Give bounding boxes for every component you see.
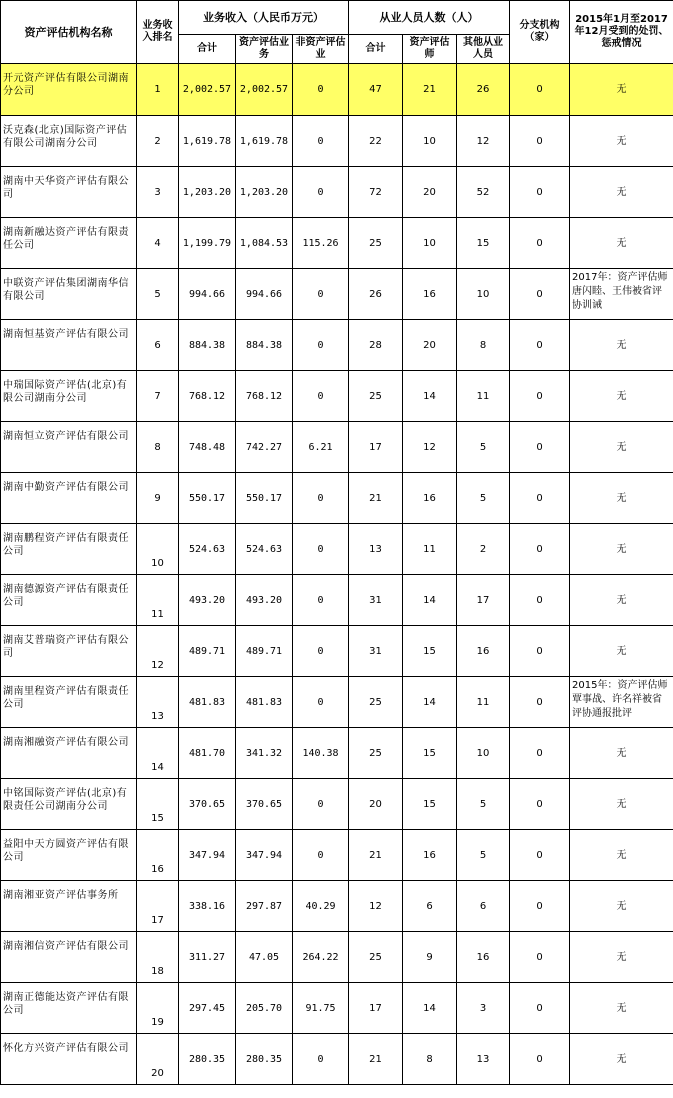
cell-staff-other: 26 <box>457 64 510 116</box>
cell-staff-appraisers: 11 <box>403 524 457 575</box>
cell-revenue-non: 0 <box>293 473 349 524</box>
cell-rank: 3 <box>137 167 179 218</box>
table-row <box>1 64 673 116</box>
cell-staff-other: 11 <box>457 371 510 422</box>
table-row <box>1 524 673 575</box>
cell-revenue-appraisal: 1,084.53 <box>236 218 293 269</box>
cell-staff-other: 5 <box>457 830 510 881</box>
table-row <box>1 473 673 524</box>
cell-branches: 0 <box>510 779 570 830</box>
cell-staff-appraisers: 10 <box>403 116 457 167</box>
cell-revenue-non: 0 <box>293 1034 349 1085</box>
col-header-staff-other: 其他从业人员 <box>457 35 510 64</box>
cell-revenue-appraisal: 489.71 <box>236 626 293 677</box>
col-header-revenue-non: 非资产评估业 <box>293 35 349 64</box>
cell-branches: 0 <box>510 881 570 932</box>
col-header-revenue: 业务收入（人民币万元） <box>179 1 349 35</box>
cell-staff-appraisers: 6 <box>403 881 457 932</box>
cell-staff-other: 3 <box>457 983 510 1034</box>
cell-rank: 9 <box>137 473 179 524</box>
cell-penalties: 无 <box>570 830 673 881</box>
cell-branches: 0 <box>510 116 570 167</box>
cell-staff-total: 28 <box>349 320 403 371</box>
cell-revenue-total: 1,619.78 <box>179 116 236 167</box>
cell-revenue-total: 524.63 <box>179 524 236 575</box>
cell-staff-other: 16 <box>457 626 510 677</box>
cell-revenue-total: 994.66 <box>179 269 236 320</box>
cell-firm-name: 沃克森(北京)国际资产评估有限公司湖南分公司 <box>1 116 137 167</box>
cell-revenue-total: 370.65 <box>179 779 236 830</box>
cell-revenue-non: 0 <box>293 64 349 116</box>
cell-branches: 0 <box>510 677 570 728</box>
table-row <box>1 932 673 983</box>
table-row <box>1 422 673 473</box>
cell-branches: 0 <box>510 830 570 881</box>
col-header-branches: 分支机构（家） <box>510 1 570 64</box>
cell-staff-other: 16 <box>457 932 510 983</box>
cell-staff-total: 31 <box>349 575 403 626</box>
cell-staff-total: 12 <box>349 881 403 932</box>
cell-revenue-total: 1,203.20 <box>179 167 236 218</box>
cell-revenue-appraisal: 370.65 <box>236 779 293 830</box>
cell-rank: 6 <box>137 320 179 371</box>
cell-revenue-non: 0 <box>293 779 349 830</box>
col-header-staff-appraisers: 资产评估师 <box>403 35 457 64</box>
cell-penalties: 无 <box>570 320 673 371</box>
cell-firm-name: 湖南正德能达资产评估有限公司 <box>1 983 137 1034</box>
cell-rank: 15 <box>137 779 179 830</box>
cell-revenue-appraisal: 550.17 <box>236 473 293 524</box>
cell-staff-other: 2 <box>457 524 510 575</box>
cell-rank: 12 <box>137 626 179 677</box>
cell-staff-appraisers: 14 <box>403 575 457 626</box>
table-row <box>1 575 673 626</box>
cell-branches: 0 <box>510 626 570 677</box>
cell-branches: 0 <box>510 983 570 1034</box>
cell-revenue-total: 311.27 <box>179 932 236 983</box>
cell-revenue-appraisal: 994.66 <box>236 269 293 320</box>
cell-firm-name: 湖南艾普瑞资产评估有限公司 <box>1 626 137 677</box>
cell-revenue-non: 0 <box>293 830 349 881</box>
cell-penalties: 无 <box>570 779 673 830</box>
cell-staff-appraisers: 10 <box>403 218 457 269</box>
cell-staff-total: 20 <box>349 779 403 830</box>
cell-penalties: 无 <box>570 524 673 575</box>
cell-penalties: 无 <box>570 1034 673 1085</box>
cell-rank: 7 <box>137 371 179 422</box>
cell-firm-name: 益阳中天方圆资产评估有限公司 <box>1 830 137 881</box>
cell-revenue-appraisal: 47.05 <box>236 932 293 983</box>
cell-revenue-total: 493.20 <box>179 575 236 626</box>
cell-revenue-non: 0 <box>293 677 349 728</box>
cell-staff-total: 13 <box>349 524 403 575</box>
cell-revenue-appraisal: 742.27 <box>236 422 293 473</box>
cell-revenue-non: 0 <box>293 167 349 218</box>
cell-staff-appraisers: 16 <box>403 269 457 320</box>
header-row-1 <box>1 1 673 35</box>
cell-staff-total: 31 <box>349 626 403 677</box>
cell-revenue-non: 0 <box>293 116 349 167</box>
cell-staff-appraisers: 16 <box>403 473 457 524</box>
cell-firm-name: 湖南新融达资产评估有限责任公司 <box>1 218 137 269</box>
cell-staff-total: 21 <box>349 830 403 881</box>
cell-revenue-total: 1,199.79 <box>179 218 236 269</box>
table-row <box>1 218 673 269</box>
cell-firm-name: 开元资产评估有限公司湖南分公司 <box>1 64 137 116</box>
cell-rank: 11 <box>137 575 179 626</box>
cell-staff-total: 22 <box>349 116 403 167</box>
cell-revenue-non: 0 <box>293 269 349 320</box>
cell-revenue-non: 0 <box>293 320 349 371</box>
table-row <box>1 830 673 881</box>
cell-revenue-total: 884.38 <box>179 320 236 371</box>
cell-staff-total: 25 <box>349 371 403 422</box>
table-row <box>1 269 673 320</box>
cell-firm-name: 湖南恒基资产评估有限公司 <box>1 320 137 371</box>
cell-revenue-total: 338.16 <box>179 881 236 932</box>
cell-branches: 0 <box>510 728 570 779</box>
cell-rank: 10 <box>137 524 179 575</box>
cell-branches: 0 <box>510 269 570 320</box>
cell-rank: 18 <box>137 932 179 983</box>
table-body <box>1 64 673 1085</box>
cell-firm-name: 湖南中天华资产评估有限公司 <box>1 167 137 218</box>
cell-rank: 13 <box>137 677 179 728</box>
cell-staff-other: 5 <box>457 422 510 473</box>
cell-revenue-total: 748.48 <box>179 422 236 473</box>
cell-staff-other: 5 <box>457 779 510 830</box>
table-row <box>1 1034 673 1085</box>
col-header-staff-total: 合计 <box>349 35 403 64</box>
cell-firm-name: 湖南湘信资产评估有限公司 <box>1 932 137 983</box>
cell-branches: 0 <box>510 167 570 218</box>
cell-staff-total: 17 <box>349 983 403 1034</box>
cell-staff-total: 17 <box>349 422 403 473</box>
cell-revenue-appraisal: 1,619.78 <box>236 116 293 167</box>
cell-revenue-non: 115.26 <box>293 218 349 269</box>
cell-branches: 0 <box>510 1034 570 1085</box>
col-header-staff: 从业人员人数（人） <box>349 1 510 35</box>
cell-penalties: 无 <box>570 218 673 269</box>
cell-branches: 0 <box>510 422 570 473</box>
cell-rank: 2 <box>137 116 179 167</box>
cell-firm-name: 湖南恒立资产评估有限公司 <box>1 422 137 473</box>
table-row <box>1 320 673 371</box>
cell-revenue-non: 6.21 <box>293 422 349 473</box>
cell-penalties: 无 <box>570 575 673 626</box>
cell-penalties: 无 <box>570 881 673 932</box>
table-row <box>1 779 673 830</box>
cell-branches: 0 <box>510 473 570 524</box>
cell-rank: 1 <box>137 64 179 116</box>
cell-revenue-appraisal: 768.12 <box>236 371 293 422</box>
cell-firm-name: 湖南湘融资产评估有限公司 <box>1 728 137 779</box>
cell-revenue-appraisal: 280.35 <box>236 1034 293 1085</box>
cell-branches: 0 <box>510 64 570 116</box>
cell-firm-name: 湖南湘亚资产评估事务所 <box>1 881 137 932</box>
cell-staff-appraisers: 15 <box>403 779 457 830</box>
cell-revenue-total: 347.94 <box>179 830 236 881</box>
cell-revenue-total: 280.35 <box>179 1034 236 1085</box>
cell-firm-name: 中联资产评估集团湖南华信有限公司 <box>1 269 137 320</box>
cell-branches: 0 <box>510 932 570 983</box>
cell-revenue-appraisal: 1,203.20 <box>236 167 293 218</box>
cell-revenue-appraisal: 205.70 <box>236 983 293 1034</box>
cell-revenue-appraisal: 297.87 <box>236 881 293 932</box>
cell-revenue-non: 140.38 <box>293 728 349 779</box>
cell-staff-appraisers: 14 <box>403 371 457 422</box>
cell-revenue-total: 768.12 <box>179 371 236 422</box>
cell-revenue-non: 91.75 <box>293 983 349 1034</box>
cell-revenue-appraisal: 341.32 <box>236 728 293 779</box>
cell-penalties: 无 <box>570 932 673 983</box>
col-header-revenue-total: 合计 <box>179 35 236 64</box>
cell-staff-appraisers: 9 <box>403 932 457 983</box>
cell-penalties: 无 <box>570 167 673 218</box>
cell-penalties: 2015年：资产评估师覃事战、许名祥被省评协通报批评 <box>570 677 673 728</box>
cell-penalties: 无 <box>570 626 673 677</box>
cell-staff-total: 26 <box>349 269 403 320</box>
cell-branches: 0 <box>510 524 570 575</box>
col-header-revenue-appraisal: 资产评估业务 <box>236 35 293 64</box>
cell-branches: 0 <box>510 371 570 422</box>
cell-revenue-non: 0 <box>293 626 349 677</box>
cell-staff-appraisers: 14 <box>403 983 457 1034</box>
cell-penalties: 无 <box>570 728 673 779</box>
cell-staff-appraisers: 15 <box>403 728 457 779</box>
cell-staff-appraisers: 20 <box>403 167 457 218</box>
cell-rank: 14 <box>137 728 179 779</box>
cell-firm-name: 湖南中勤资产评估有限公司 <box>1 473 137 524</box>
cell-staff-other: 52 <box>457 167 510 218</box>
cell-revenue-non: 0 <box>293 524 349 575</box>
table-row <box>1 881 673 932</box>
cell-branches: 0 <box>510 575 570 626</box>
cell-rank: 17 <box>137 881 179 932</box>
cell-staff-total: 25 <box>349 677 403 728</box>
cell-staff-other: 5 <box>457 473 510 524</box>
cell-staff-appraisers: 12 <box>403 422 457 473</box>
cell-rank: 5 <box>137 269 179 320</box>
cell-staff-total: 72 <box>349 167 403 218</box>
cell-revenue-appraisal: 524.63 <box>236 524 293 575</box>
cell-rank: 8 <box>137 422 179 473</box>
cell-staff-other: 12 <box>457 116 510 167</box>
cell-revenue-total: 481.83 <box>179 677 236 728</box>
cell-staff-total: 25 <box>349 728 403 779</box>
cell-staff-other: 10 <box>457 728 510 779</box>
cell-revenue-non: 264.22 <box>293 932 349 983</box>
cell-staff-appraisers: 14 <box>403 677 457 728</box>
table-row <box>1 371 673 422</box>
cell-staff-total: 47 <box>349 64 403 116</box>
cell-staff-appraisers: 21 <box>403 64 457 116</box>
cell-staff-appraisers: 20 <box>403 320 457 371</box>
table-row <box>1 728 673 779</box>
cell-revenue-non: 0 <box>293 371 349 422</box>
cell-penalties: 2017年：资产评估师唐闪睦、王伟被省评协训诫 <box>570 269 673 320</box>
cell-firm-name: 中铭国际资产评估(北京)有限责任公司湖南分公司 <box>1 779 137 830</box>
cell-staff-total: 21 <box>349 473 403 524</box>
cell-firm-name: 怀化方兴资产评估有限公司 <box>1 1034 137 1085</box>
cell-revenue-non: 40.29 <box>293 881 349 932</box>
cell-staff-total: 25 <box>349 932 403 983</box>
cell-staff-other: 6 <box>457 881 510 932</box>
cell-staff-other: 8 <box>457 320 510 371</box>
cell-staff-other: 11 <box>457 677 510 728</box>
cell-firm-name: 湖南里程资产评估有限责任公司 <box>1 677 137 728</box>
cell-penalties: 无 <box>570 371 673 422</box>
cell-penalties: 无 <box>570 983 673 1034</box>
table-row <box>1 983 673 1034</box>
col-header-penalties: 2015年1月至2017年12月受到的处罚、惩戒情况 <box>570 1 673 64</box>
cell-rank: 4 <box>137 218 179 269</box>
cell-penalties: 无 <box>570 116 673 167</box>
cell-rank: 19 <box>137 983 179 1034</box>
cell-revenue-appraisal: 2,002.57 <box>236 64 293 116</box>
cell-firm-name: 湖南德源资产评估有限责任公司 <box>1 575 137 626</box>
cell-revenue-appraisal: 481.83 <box>236 677 293 728</box>
table-row <box>1 677 673 728</box>
cell-revenue-appraisal: 493.20 <box>236 575 293 626</box>
cell-rank: 16 <box>137 830 179 881</box>
cell-staff-other: 17 <box>457 575 510 626</box>
cell-staff-total: 25 <box>349 218 403 269</box>
cell-staff-other: 10 <box>457 269 510 320</box>
table-row <box>1 167 673 218</box>
cell-penalties: 无 <box>570 64 673 116</box>
cell-revenue-non: 0 <box>293 575 349 626</box>
table-row <box>1 626 673 677</box>
cell-staff-total: 21 <box>349 1034 403 1085</box>
cell-revenue-total: 2,002.57 <box>179 64 236 116</box>
cell-revenue-total: 297.45 <box>179 983 236 1034</box>
cell-firm-name: 湖南鹏程资产评估有限责任公司 <box>1 524 137 575</box>
col-header-rank: 业务收入排名 <box>137 1 179 64</box>
cell-staff-appraisers: 8 <box>403 1034 457 1085</box>
cell-staff-appraisers: 16 <box>403 830 457 881</box>
cell-staff-other: 15 <box>457 218 510 269</box>
cell-revenue-appraisal: 347.94 <box>236 830 293 881</box>
cell-rank: 20 <box>137 1034 179 1085</box>
cell-staff-appraisers: 15 <box>403 626 457 677</box>
cell-revenue-appraisal: 884.38 <box>236 320 293 371</box>
cell-firm-name: 中瑞国际资产评估(北京)有限公司湖南分公司 <box>1 371 137 422</box>
cell-branches: 0 <box>510 218 570 269</box>
cell-penalties: 无 <box>570 422 673 473</box>
col-header-name: 资产评估机构名称 <box>1 1 137 64</box>
cell-revenue-total: 481.70 <box>179 728 236 779</box>
cell-penalties: 无 <box>570 473 673 524</box>
cell-branches: 0 <box>510 320 570 371</box>
cell-staff-other: 13 <box>457 1034 510 1085</box>
cell-revenue-total: 550.17 <box>179 473 236 524</box>
cell-revenue-total: 489.71 <box>179 626 236 677</box>
table-row <box>1 116 673 167</box>
